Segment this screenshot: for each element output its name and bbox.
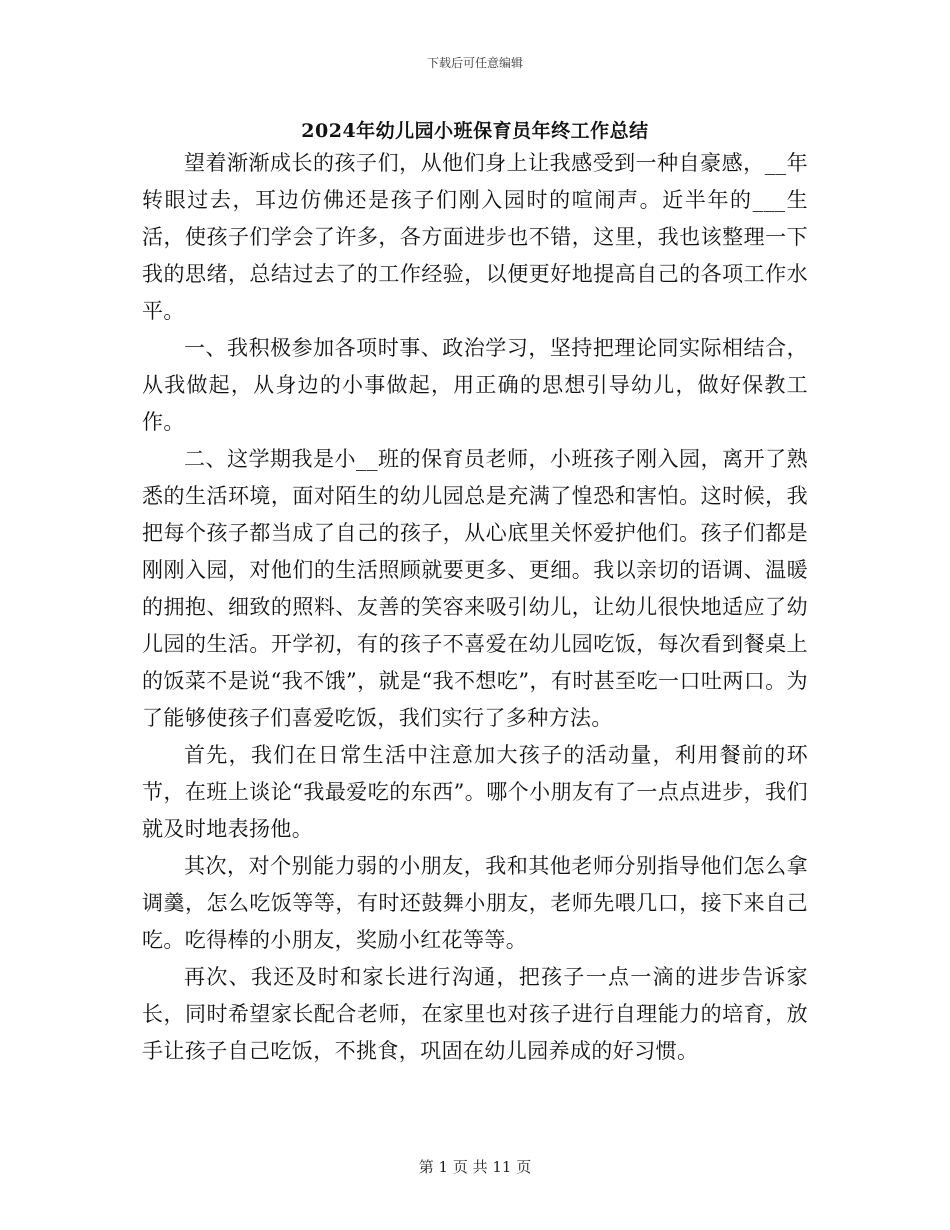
paragraph-first-method: 首先，我们在日常生活中注意加大孩子的活动量，利用餐前的环节，在班上谈论“我最爱吃的东西”。哪个小朋友有了一点点进步，我们就及时地表扬他。 xyxy=(142,743,808,841)
page-header-note: 下载后可任意编辑 xyxy=(426,56,523,70)
document-body xyxy=(142,145,808,1070)
paragraph-third-method: 再次、我还及时和家长进行沟通，把孩子一点一滴的进步告诉家长，同时希望家长配合老师，在家里也对孩子进行自理能力的培育，放手让孩子自己吃饭，不挑食，巩固在幼儿园养成的好习惯。 xyxy=(142,965,808,1063)
paragraph-section-one: 一、我积极参加各项时事、政治学习，坚持把理论同实际相结合，从我做起，从身边的小事做起，用正确的思想引导幼儿，做好保教工作。 xyxy=(142,336,808,434)
paragraph-section-two: 二、这学期我是小__班的保育员老师，小班孩子刚入园，离开了熟悉的生活环境，面对陌生的幼儿园总是充满了惶恐和害怕。这时候，我把每个孩子都当成了自己的孩子，从心底里关怀爱护他们。孩子们都是刚刚入园，对他们的生活照顾就要更多、更细。我以亲切的语调、温暖的拥抱、细致的照料、友善的笑容来吸引幼儿，让幼儿很快地适应了幼儿园的生活。开学初，有的孩子不喜爱在幼儿园吃饭，每次看到餐桌上的饭菜不是说“我不饿”，就是“我不想吃”，有时甚至吃一口吐两口。为了能够使孩子们喜爱吃饭，我们实行了多种方法。 xyxy=(142,447,808,730)
document-title: 2024年幼儿园小班保育员年终工作总结 xyxy=(301,120,649,142)
paragraph-intro: 望着渐渐成长的孩子们，从他们身上让我感受到一种自豪感，__年转眼过去，耳边仿佛还是孩子们刚入园时的喧闹声。近半年的___生活，使孩子们学会了许多，各方面进步也不错，这里，我也该整理一下我的思绪，总结过去了的工作经验，以便更好地提高自己的各项工作水平。 xyxy=(142,151,808,323)
paragraph-second-method: 其次，对个别能力弱的小朋友，我和其他老师分别指导他们怎么拿调羹，怎么吃饭等等，有时还鼓舞小朋友，老师先喂几口，接下来自己吃。吃得棒的小朋友，奖励小红花等等。 xyxy=(142,854,808,952)
page-number-footer: 第 1 页 共 11 页 xyxy=(418,1158,532,1176)
